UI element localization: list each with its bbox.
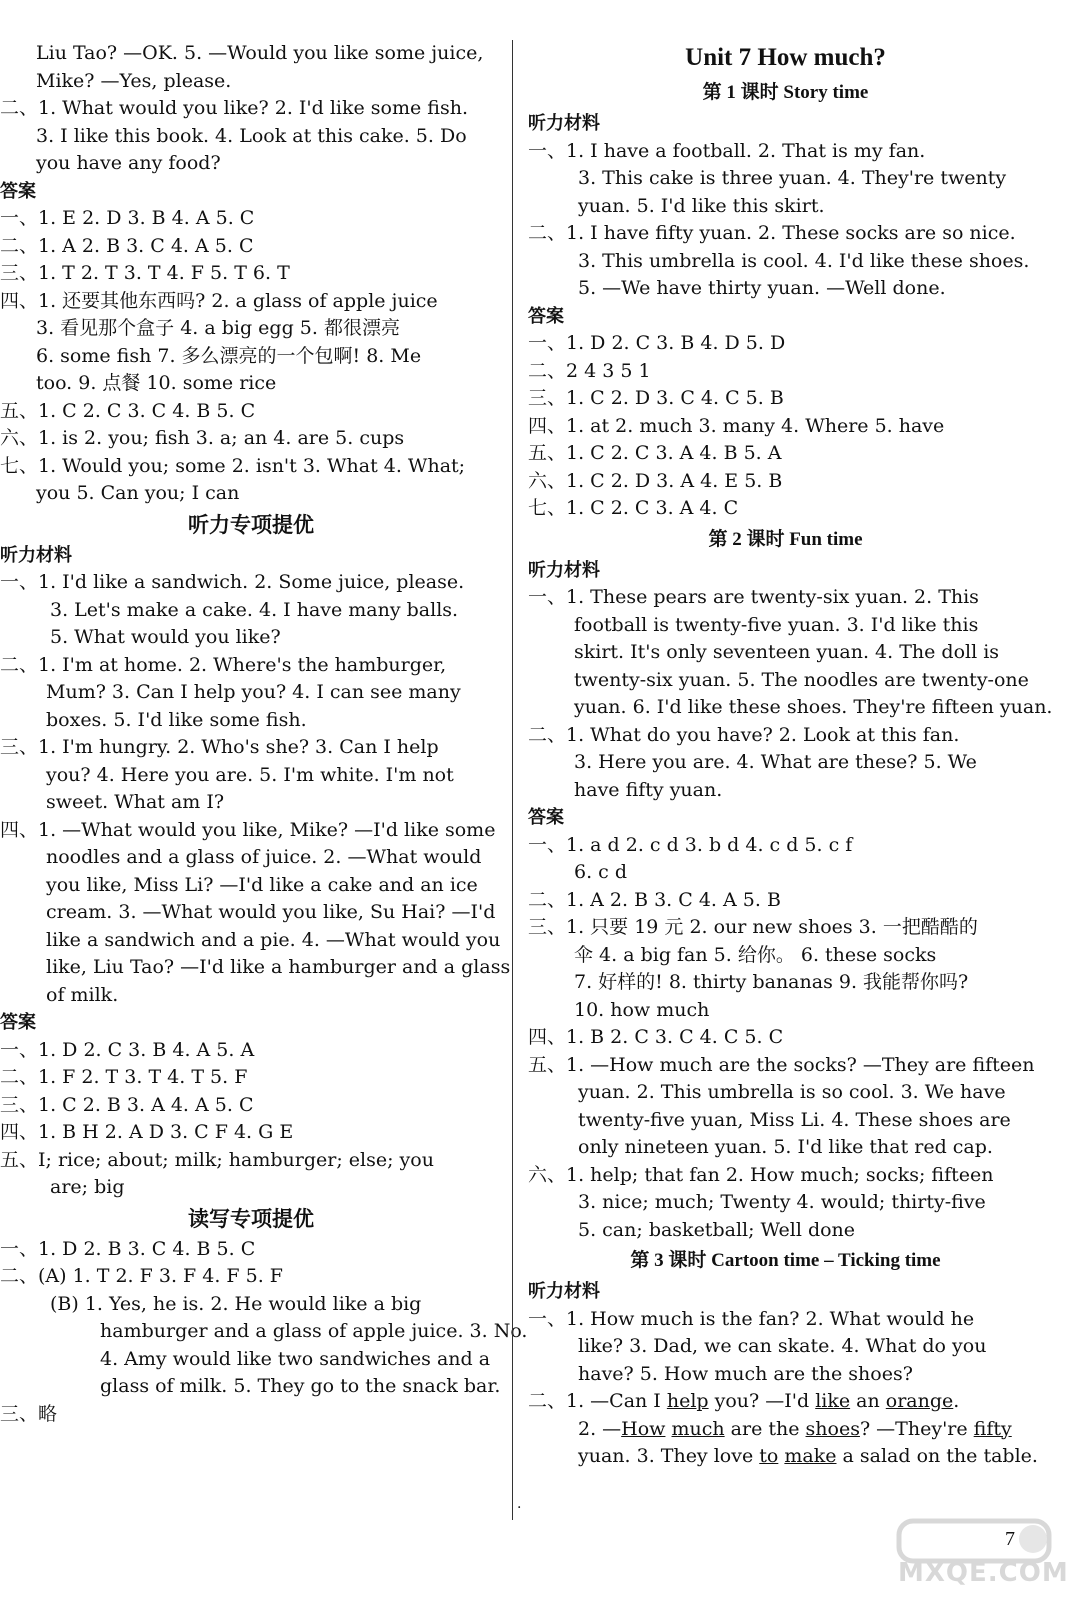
dot-mark: · <box>517 1500 522 1516</box>
section-heading: 听力专项提优 <box>188 512 314 537</box>
text-line: 一、1. E 2. D 3. B 4. A 5. C <box>0 207 255 229</box>
text-line: 7. 好样的! 8. thirty bananas 9. 我能帮你吗? <box>574 971 969 993</box>
text-line: like? 3. Dad, we can skate. 4. What do you <box>578 1335 987 1357</box>
text-line: 三、略 <box>0 1402 58 1425</box>
text-line: 3. This cake is three yuan. 4. They're twenty <box>578 167 1007 189</box>
text-span: you? —I'd <box>708 1390 816 1412</box>
page-number: 7 <box>1005 1528 1015 1550</box>
underlined-word: fifty <box>973 1417 1012 1440</box>
text-span: yuan. 3. They love <box>578 1445 760 1467</box>
section-label: 听力材料 <box>528 113 600 134</box>
text-line: hamburger and a glass of apple juice. 3. No. <box>100 1320 528 1342</box>
text-line: 四、1. B 2. C 3. C 4. C 5. C <box>528 1026 784 1048</box>
text-line: 三、1. C 2. B 3. A 4. A 5. C <box>0 1093 254 1116</box>
text-line: 四、1. 还要其他东西吗? 2. a glass of apple juice <box>0 289 438 312</box>
text-line: like a sandwich and a pie. 4. —What would you <box>46 928 501 951</box>
text-line: cream. 3. —What would you like, Su Hai? —I'd <box>46 901 496 923</box>
right-column-lines <box>528 40 1053 1388</box>
text-line: Liu Tao? —OK. 5. —Would you like some juice, <box>36 42 484 64</box>
text-line: 五、1. —How much are the socks? —They are fifteen <box>528 1053 1035 1076</box>
text-line: (B) 1. Yes, he is. 2. He would like a big <box>50 1292 422 1315</box>
text-line: 5. —We have thirty yuan. —Well done. <box>578 277 946 299</box>
text-line: boxes. 5. I'd like some fish. <box>46 708 307 731</box>
text-line: 四、1. —What would you like, Mike? —I'd like some <box>0 818 496 841</box>
text-line: 3. Let's make a cake. 4. I have many balls. <box>50 598 459 621</box>
text-line: 二、(A) 1. T 2. F 3. F 4. F 5. F <box>0 1265 283 1287</box>
text-line: 5. What would you like? <box>50 626 281 648</box>
text-span: . <box>953 1390 960 1412</box>
lesson-title: 第 2 课时 Fun time <box>708 528 863 550</box>
text-line: 三、1. 只要 19 元 2. our new shoes 3. 一把酷酷的 <box>528 916 978 938</box>
text-line: twenty-five yuan, Miss Li. 4. These shoes are <box>578 1108 1011 1131</box>
text-line: 一、1. D 2. C 3. B 4. D 5. D <box>528 332 786 354</box>
text-line: 3. Here you are. 4. What are these? 5. We <box>574 751 977 773</box>
text-line: you have any food? <box>36 152 221 174</box>
text-line: Mike? —Yes, please. <box>36 69 232 92</box>
text-line: yuan. 6. I'd like these shoes. They're fifteen yuan. <box>574 696 1053 718</box>
text-line: 六、1. C 2. D 3. A 4. E 5. B <box>528 469 783 492</box>
text-line: Mum? 3. Can I help you? 4. I can see many <box>46 681 461 703</box>
section-label: 答案 <box>0 180 36 202</box>
underlined-word: How <box>621 1417 666 1440</box>
text-line: 二、1. A 2. B 3. C 4. A 5. B <box>528 888 781 911</box>
text-span: a salad on the table. <box>836 1445 1038 1467</box>
text-line: of milk. <box>46 983 119 1006</box>
text-line: 一、1. a d 2. c d 3. b d 4. c d 5. c f <box>528 833 853 856</box>
text-span: are the <box>724 1417 806 1440</box>
text-line: 一、1. D 2. B 3. C 4. B 5. C <box>0 1237 256 1260</box>
text-line: 3. I like this book. 4. Look at this cake. 5. Do <box>36 124 467 147</box>
underlined-word: make <box>784 1445 837 1467</box>
text-span: ? —They're <box>859 1417 974 1440</box>
text-line: have fifty yuan. <box>574 778 723 801</box>
text-line: 三、1. I'm hungry. 2. Who's she? 3. Can I help <box>0 736 439 758</box>
text-line: 四、1. at 2. much 3. many 4. Where 5. have <box>528 414 945 437</box>
underlined-word: shoes <box>805 1417 860 1440</box>
text-line: 二、1. A 2. B 3. C 4. A 5. C <box>0 234 254 257</box>
text-line: only nineteen yuan. 5. I'd like that red cap. <box>578 1136 993 1158</box>
text-line: 4. Amy would like two sandwiches and a <box>100 1347 491 1370</box>
text-line: 六、1. is 2. you; fish 3. a; an 4. are 5. cups <box>0 427 405 449</box>
text-line: noodles and a glass of juice. 2. —What would <box>46 846 482 868</box>
text-line: 一、1. I'd like a sandwich. 2. Some juice, please. <box>0 571 465 593</box>
text-span: 2. — <box>578 1417 622 1440</box>
text-span: an <box>850 1390 886 1412</box>
unit-title: Unit 7 How much? <box>685 44 886 71</box>
right-column <box>528 40 1053 1471</box>
underline-line-2 <box>528 1416 1043 1444</box>
text-line: 3. This umbrella is cool. 4. I'd like these shoes. <box>578 249 1030 272</box>
section-label: 听力材料 <box>528 559 600 581</box>
text-line: have? 5. How much are the shoes? <box>578 1362 913 1385</box>
text-line: you? 4. Here you are. 5. I'm white. I'm not <box>46 763 454 786</box>
text-line: 二、1. I have fifty yuan. 2. These socks are so nice. <box>528 222 1016 244</box>
text-line: 三、1. C 2. D 3. C 4. C 5. B <box>528 387 784 409</box>
underlined-word: like <box>815 1390 851 1412</box>
text-line: you like, Miss Li? —I'd like a cake and an ice <box>46 873 478 896</box>
text-line: 一、1. These pears are twenty-six yuan. 2. This <box>528 586 979 608</box>
text-line: like, Liu Tao? —I'd like a hamburger and a glass <box>46 956 511 978</box>
section-label: 听力材料 <box>0 544 72 566</box>
text-line: 五、1. C 2. C 3. A 4. B 5. A <box>528 442 782 464</box>
text-line: 七、1. C 2. C 3. A 4. C <box>528 497 739 519</box>
text-line: twenty-six yuan. 5. The noodles are twenty-one <box>574 668 1029 691</box>
text-line: 五、I; rice; about; milk; hamburger; else; you <box>0 1148 434 1171</box>
text-line: sweet. What am I? <box>46 791 225 813</box>
text-line: 二、2 4 3 5 1 <box>528 359 651 382</box>
text-line: 三、1. T 2. T 3. T 4. F 5. T 6. T <box>0 262 290 284</box>
text-line: too. 9. 点餐 10. some rice <box>36 372 277 394</box>
text-line: 6. some fish 7. 多么漂亮的一个包啊! 8. Me <box>36 344 422 367</box>
underline-line-3 <box>528 1443 1043 1471</box>
text-line: 二、1. What would you like? 2. I'd like some fish. <box>0 97 468 119</box>
text-line: 六、1. help; that fan 2. How much; socks; fifteen <box>528 1163 994 1186</box>
text-line: football is twenty-five yuan. 3. I'd like this <box>574 613 979 636</box>
text-line: yuan. 5. I'd like this skirt. <box>578 194 825 217</box>
text-line: 二、1. I'm at home. 2. Where's the hamburger, <box>0 653 447 676</box>
text-line: 3. 看见那个盒子 4. a big egg 5. 都很漂亮 <box>36 317 400 339</box>
text-line: 一、1. How much is the fan? 2. What would he <box>528 1307 975 1330</box>
text-line: 七、1. Would you; some 2. isn't 3. What 4. What; <box>0 454 466 477</box>
underlined-word: help <box>666 1390 709 1412</box>
text-line: 一、1. I have a football. 2. That is my fan. <box>528 139 926 162</box>
text-line: skirt. It's only seventeen yuan. 4. The doll is <box>574 641 1000 663</box>
column-divider <box>512 40 513 1520</box>
text-line: 一、1. D 2. C 3. B 4. A 5. A <box>0 1038 255 1061</box>
text-line: you 5. Can you; I can <box>36 482 240 504</box>
text-line: 5. can; basketball; Well done <box>578 1218 856 1241</box>
section-heading: 读写专项提优 <box>188 1206 314 1231</box>
watermark-text: MXQE.COM <box>898 1558 1069 1588</box>
text-line: 二、1. What do you have? 2. Look at this fan. <box>528 723 960 746</box>
underline-line-1 <box>528 1388 1043 1416</box>
text-span: 二、1. —Can I <box>528 1390 667 1412</box>
text-line: yuan. 2. This umbrella is so cool. 3. We have <box>578 1081 1006 1103</box>
text-line: 四、1. B H 2. A D 3. C F 4. G E <box>0 1121 294 1143</box>
section-label: 答案 <box>528 807 564 828</box>
underlined-word: to <box>759 1445 779 1467</box>
text-line: 伞 4. a big fan 5. 给你。 6. these socks <box>574 943 937 966</box>
text-line: glass of milk. 5. They go to the snack bar. <box>100 1375 501 1397</box>
section-label: 答案 <box>0 1012 36 1033</box>
underlined-word: orange <box>885 1390 954 1412</box>
text-line: 五、1. C 2. C 3. C 4. B 5. C <box>0 399 256 422</box>
text-line: 二、1. F 2. T 3. T 4. T 5. F <box>0 1066 248 1088</box>
lesson-title: 第 3 课时 Cartoon time – Ticking time <box>630 1250 941 1271</box>
text-line: are; big <box>50 1176 125 1198</box>
underlined-word: much <box>671 1417 725 1440</box>
text-line: 3. nice; much; Twenty 4. would; thirty-five <box>578 1191 986 1213</box>
section-label: 听力材料 <box>528 1281 600 1302</box>
section-label: 答案 <box>528 305 564 327</box>
left-column <box>0 40 528 1428</box>
text-line: 6. c d <box>574 861 628 883</box>
text-line: 10. how much <box>574 998 710 1021</box>
lesson-title: 第 1 课时 Story time <box>702 82 869 103</box>
